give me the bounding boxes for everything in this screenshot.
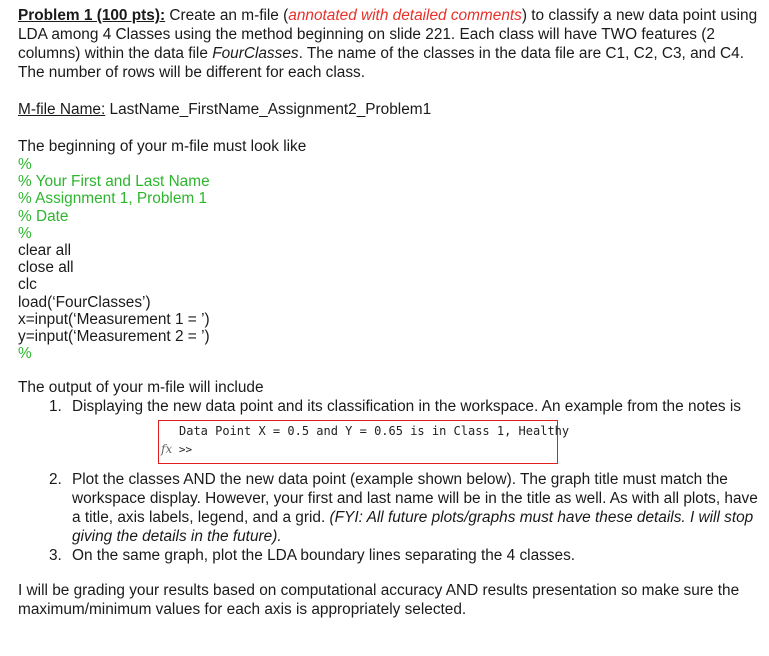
- grading-note: I will be grading your results based on computational accuracy AND results presentation so make sure the maximum/minimum values for each axis is appropriately selected.: [18, 582, 740, 619]
- item-text: Plot the classes AND the new data point (example shown below). The graph title must match the workspace display. However, your first and last name will be in the title as well. As with all plots, have a title, axis labels, legend, and a grid.: [72, 471, 758, 527]
- output-list: [18, 397, 758, 565]
- comment-line: %: [18, 345, 32, 363]
- console-prompt-line: [161, 440, 192, 459]
- problem-text-a: Create an m-file (: [165, 7, 289, 24]
- item-number: 1.: [49, 398, 62, 416]
- console-output-line: Data Point X = 0.5 and Y = 0.65 is in Class 1, Healthy: [179, 424, 570, 439]
- code-line: clear all: [18, 242, 72, 260]
- mfile-name: LastName_FirstName_Assignment2_Problem1: [105, 101, 432, 118]
- code-line: clc: [18, 276, 37, 294]
- assignment-page: [18, 6, 758, 619]
- item-text: On the same graph, plot the LDA boundary lines separating the 4 classes.: [72, 547, 576, 565]
- problem-text-b: ) to classify a new data point using LDA among 4 Classes using the method beginning on slide 221. Each class will have TWO features (2 columns) within the data file: [18, 7, 758, 62]
- comment-line: % Your First and Last Name: [18, 173, 210, 191]
- problem-heading: Problem 1 (100 pts):: [18, 7, 166, 24]
- console-example: [158, 420, 570, 464]
- fx-icon: fx: [161, 442, 173, 457]
- comment-line: % Date: [18, 207, 69, 225]
- problem-text-c: . The name of the classes in the data file are C1, C2, C3, and C4. The number of rows will be different for each class.: [18, 45, 745, 81]
- item-number: 3.: [49, 547, 62, 565]
- code-line: close all: [18, 259, 74, 277]
- list-item: [18, 546, 758, 565]
- item-italic-note: (FYI: All future plots/graphs must have these details. I will stop giving the details in the future).: [72, 509, 754, 546]
- console-prompt: >>: [178, 443, 193, 457]
- problem-statement: [18, 6, 758, 82]
- item-number: 2.: [49, 471, 62, 489]
- comment-line: %: [18, 156, 32, 173]
- beginning-intro: The beginning of your m-file must look like: [18, 138, 307, 155]
- code-line: y=input(‘Measurement 2 = ’): [18, 328, 210, 346]
- mfile-name-line: [18, 100, 758, 119]
- output-intro: The output of your m-file will include: [18, 379, 264, 397]
- annotated-note: annotated with detailed comments: [288, 7, 522, 24]
- comment-line: %: [18, 224, 32, 242]
- code-block: [18, 156, 758, 362]
- list-item: [18, 470, 758, 546]
- code-line: x=input(‘Measurement 1 = ’): [18, 310, 210, 328]
- code-line: load(‘FourClasses’): [18, 293, 151, 311]
- item-text: Displaying the new data point and its classification in the workspace. An example from the notes is: [72, 398, 741, 416]
- datafile-name: FourClasses: [212, 45, 299, 62]
- comment-line: % Assignment 1, Problem 1: [18, 190, 208, 208]
- mfile-label: M-file Name:: [18, 101, 106, 118]
- list-item: [18, 397, 758, 464]
